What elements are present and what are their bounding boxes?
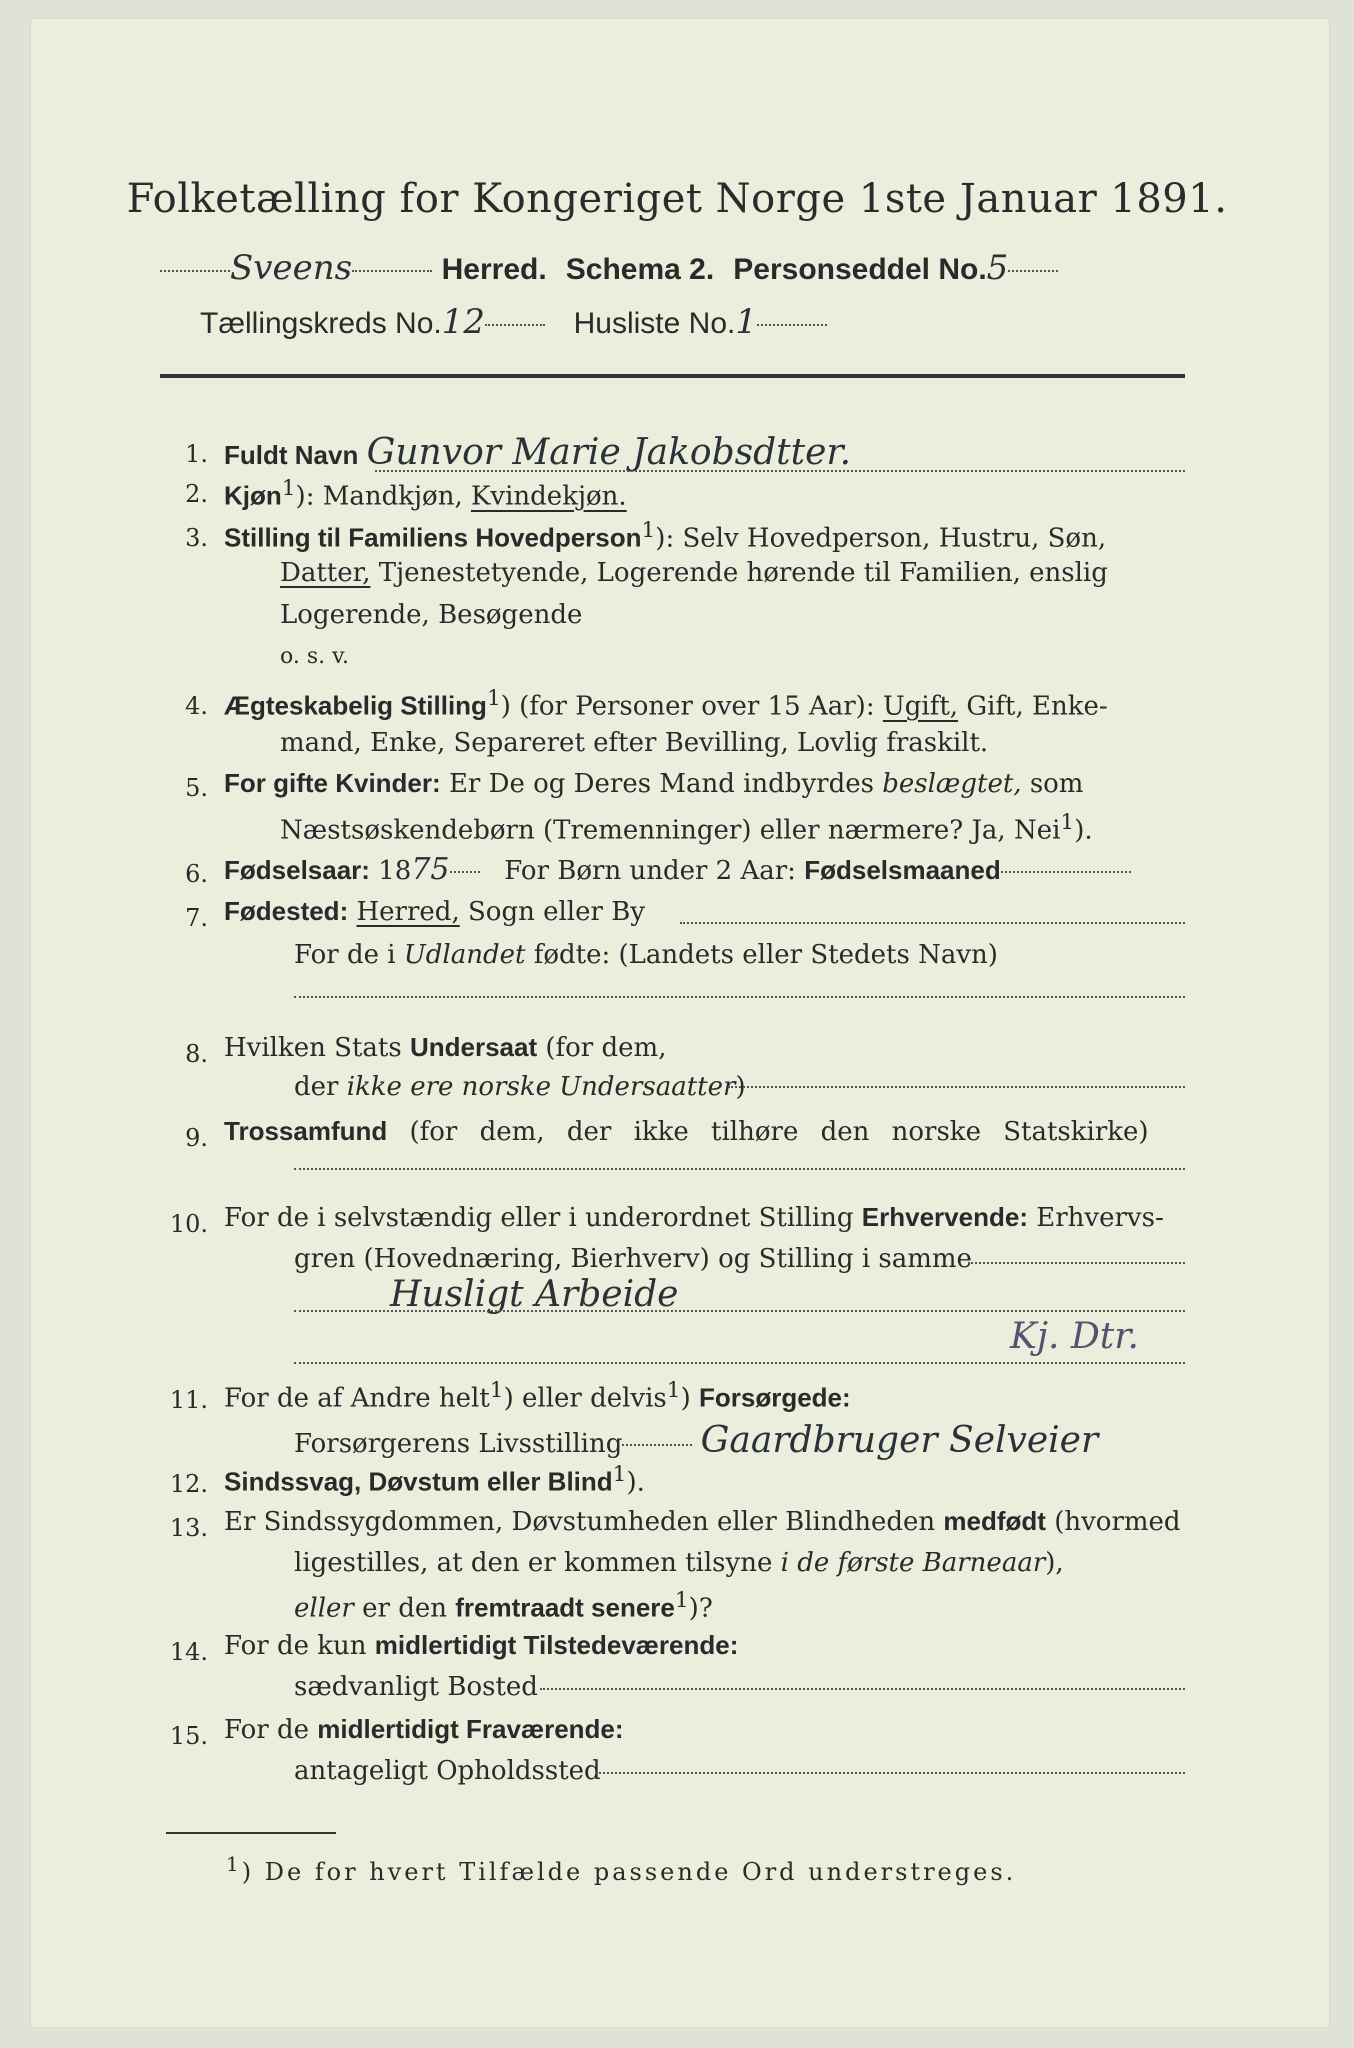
probable-residence-line	[596, 1772, 1185, 1774]
birthplace-line	[680, 922, 1185, 924]
family-position-options: ): Selv Hovedperson, Hustru, Søn,	[655, 523, 1107, 554]
family-position-options-2: Tjenestetyende, Logerende hørende til Familien, enslig	[378, 558, 1108, 588]
item-number: 14.	[169, 1638, 208, 1666]
form-title: Folketælling for Kongeriget Norge 1ste Januar 1891.	[126, 176, 1228, 222]
supported-label: Forsørgede:	[698, 1382, 851, 1413]
item-3	[224, 518, 1106, 554]
occupation-label: Erhvervende:	[861, 1202, 1028, 1232]
personseddel-label: Personseddel No.	[733, 253, 987, 286]
item-12	[224, 1462, 645, 1498]
later-label: fremtraadt senere	[455, 1592, 675, 1623]
supported-text-2: ) eller delvis	[503, 1383, 667, 1414]
item-2	[224, 476, 627, 512]
item-number: 11.	[169, 1386, 208, 1414]
married-women-label: For gifte Kvinder:	[224, 768, 441, 798]
personseddel-value: 5	[986, 248, 1009, 288]
sex-options: ): Mandkjøn,	[295, 481, 463, 512]
temp-absent-label: midlertidigt Fraværende:	[317, 1714, 624, 1744]
item-number: 5.	[185, 774, 208, 802]
item-10	[224, 1202, 1164, 1233]
item-number: 9.	[185, 1124, 208, 1152]
herred-value: Sveens	[230, 248, 353, 288]
birth-year-label: Fødselsaar:	[224, 855, 370, 885]
full-name-line	[375, 470, 1185, 472]
item-15-line2: antageligt Opholdssted	[294, 1756, 601, 1786]
footnote-ref: 1	[612, 1462, 627, 1487]
citizenship-line	[728, 1086, 1185, 1088]
footnote-ref: 1	[641, 518, 656, 543]
item-3-line2	[280, 558, 1108, 588]
usual-residence-line	[540, 1688, 1185, 1690]
item-number: 1.	[185, 440, 208, 468]
birth-month-text: For Børn under 2 Aar:	[504, 856, 796, 886]
occupation-value: Husligt Arbeide	[390, 1274, 679, 1315]
item-number: 7.	[185, 904, 208, 932]
citizenship-label: Undersaat	[409, 1032, 538, 1062]
item-8	[224, 1032, 666, 1063]
footnote	[226, 1852, 1016, 1886]
sex-label: Kjøn	[224, 480, 282, 511]
item-11-line2	[294, 1420, 1098, 1461]
or-italic: eller	[294, 1593, 354, 1624]
item-3-line4: o. s. v.	[280, 644, 349, 669]
congenital-label: medfødt	[943, 1506, 1046, 1536]
temp-absent-text: For de	[224, 1715, 309, 1745]
supported-text-3: )	[680, 1383, 691, 1414]
marital-status-text: ) (for Personer over 15 Aar):	[500, 691, 875, 722]
occupation-text-end: Erhvervs-	[1036, 1203, 1164, 1233]
herred-line	[160, 248, 1058, 288]
husliste-value: 1	[735, 302, 757, 342]
family-position-selected: Datter,	[280, 558, 371, 588]
abroad-text: For de i	[294, 940, 396, 970]
item-number: 2.	[185, 480, 208, 508]
item-5	[224, 768, 1083, 799]
item-1	[224, 432, 851, 473]
provider-occupation-value: Gaardbruger Selveier	[700, 1420, 1099, 1461]
abroad-line	[294, 996, 1185, 998]
disability-label: Sindssvag, Døvstum eller Blind	[224, 1466, 613, 1497]
temp-present-label: midlertidigt Tilstedeværende:	[374, 1630, 739, 1660]
item-10-line2: gren (Hovednæring, Bierhverv) og Stilling i samme	[294, 1244, 972, 1274]
birth-year-value: 75	[411, 852, 450, 887]
birth-year-prefix: 18	[378, 856, 412, 886]
item-8-line2	[294, 1072, 746, 1102]
congenital-note-end: ),	[1045, 1548, 1064, 1578]
item-14	[224, 1630, 738, 1661]
item-15	[224, 1714, 624, 1745]
disability-text-end: ).	[626, 1467, 645, 1498]
citizenship-text-end: (for dem,	[545, 1033, 667, 1063]
item-number: 8.	[185, 1040, 208, 1068]
footnote-ref: 1	[1060, 810, 1075, 835]
temp-present-text: For de kun	[224, 1631, 367, 1661]
sex-selected: Kvindekjøn.	[470, 481, 627, 512]
footnote-ref: 1	[486, 686, 501, 711]
later-text-end: )?	[688, 1593, 713, 1624]
item-5-line2	[280, 810, 1093, 846]
congenital-note-italic: i de første Barneaar	[780, 1548, 1046, 1578]
kreds-label: Tællingskreds No.	[200, 307, 442, 340]
item-4	[224, 686, 1108, 722]
kreds-line	[200, 302, 827, 342]
item-number: 12.	[169, 1470, 208, 1498]
item-3-line3: Logerende, Besøgende	[280, 600, 583, 630]
occupation-line-1	[968, 1262, 1185, 1264]
item-7	[224, 896, 645, 927]
item-14-line2: sædvanligt Bosted	[294, 1672, 538, 1702]
religion-line	[294, 1168, 1185, 1170]
congenital-note: ligestilles, at den er kommen tilsyne	[294, 1548, 773, 1578]
abroad-term: Udlandet	[403, 940, 526, 970]
marital-status-selected: Ugift,	[882, 691, 959, 722]
item-11	[224, 1378, 851, 1414]
kinship-question: Er De og Deres Mand indbyrdes	[448, 769, 874, 799]
marital-status-label: Ægteskabelig Stilling	[224, 690, 487, 721]
footnote-ref: 1	[666, 1378, 681, 1403]
full-name-value: Gunvor Marie Jakobsdtter.	[366, 432, 852, 473]
item-number: 4.	[185, 692, 208, 720]
kinship-question-end: som	[1029, 769, 1084, 799]
item-4-line2: mand, Enke, Separeret efter Bevilling, Lovlig fraskilt.	[280, 728, 989, 758]
item-number: 6.	[185, 860, 208, 888]
family-position-label: Stilling til Familiens Hovedperson	[224, 522, 642, 553]
religion-text: (for dem, der ikke tilhøre den norske Statskirke)	[409, 1117, 1149, 1147]
kinship-options: Næstsøskendebørn (Tremenninger) eller nærmere? Ja, Nei	[280, 815, 1061, 846]
item-13-line3	[294, 1588, 713, 1624]
item-13-line2	[294, 1548, 1064, 1578]
occupation-annotation: Kj. Dtr.	[1010, 1316, 1139, 1357]
kinship-term: beslægtet,	[882, 769, 1022, 799]
item-number: 13.	[169, 1514, 208, 1542]
kreds-value: 12	[441, 302, 486, 342]
full-name-label: Fuldt Navn	[224, 440, 359, 470]
footnote-ref: 1	[674, 1588, 689, 1613]
schema-label: Schema 2.	[565, 253, 715, 286]
marital-status-options: Gift, Enke-	[966, 691, 1108, 722]
item-7-line2	[294, 940, 998, 970]
occupation-line-2	[294, 1310, 1185, 1312]
citizenship-note-italic: ikke ere norske Undersaatter	[346, 1072, 736, 1102]
item-6	[224, 852, 1131, 887]
birth-month-label: Fødselsmaaned	[804, 855, 1001, 885]
congenital-text: Er Sindssygdommen, Døvstumheden eller Blindheden	[224, 1507, 936, 1537]
item-number: 15.	[169, 1722, 208, 1750]
citizenship-note-end: )	[735, 1072, 746, 1102]
provider-occupation-label: Forsørgerens Livsstilling	[294, 1429, 623, 1459]
header-divider	[160, 374, 1185, 378]
footnote-text: ) De for hvert Tilfælde passende Ord understreges.	[241, 1858, 1017, 1886]
occupation-line-3	[294, 1362, 1185, 1364]
item-number: 10.	[169, 1210, 208, 1238]
occupation-text: For de i selvstændig eller i underordnet Stilling	[224, 1203, 854, 1233]
footnote-ref: 1	[489, 1378, 504, 1403]
kinship-options-end: ).	[1074, 815, 1093, 846]
supported-text: For de af Andre helt	[224, 1383, 490, 1414]
husliste-label: Husliste No.	[573, 307, 736, 340]
herred-label: Herred.	[441, 253, 547, 286]
item-13	[224, 1506, 1181, 1537]
birthplace-label: Fødested:	[224, 896, 349, 926]
footnote-ref: 1	[281, 476, 296, 501]
abroad-text-end: fødte: (Landets eller Stedets Navn)	[533, 940, 998, 970]
congenital-text-end: (hvormed	[1054, 1507, 1181, 1537]
citizenship-text: Hvilken Stats	[224, 1033, 402, 1063]
item-9	[224, 1116, 1149, 1147]
citizenship-note: der	[294, 1072, 339, 1102]
birthplace-options: Sogn eller By	[467, 897, 645, 927]
later-text: er den	[362, 1593, 447, 1624]
footnote-mark: 1	[226, 1852, 242, 1876]
footnote-divider	[166, 1832, 336, 1834]
item-number: 3.	[185, 524, 208, 552]
birthplace-selected: Herred,	[356, 897, 460, 927]
religion-label: Trossamfund	[224, 1116, 388, 1146]
